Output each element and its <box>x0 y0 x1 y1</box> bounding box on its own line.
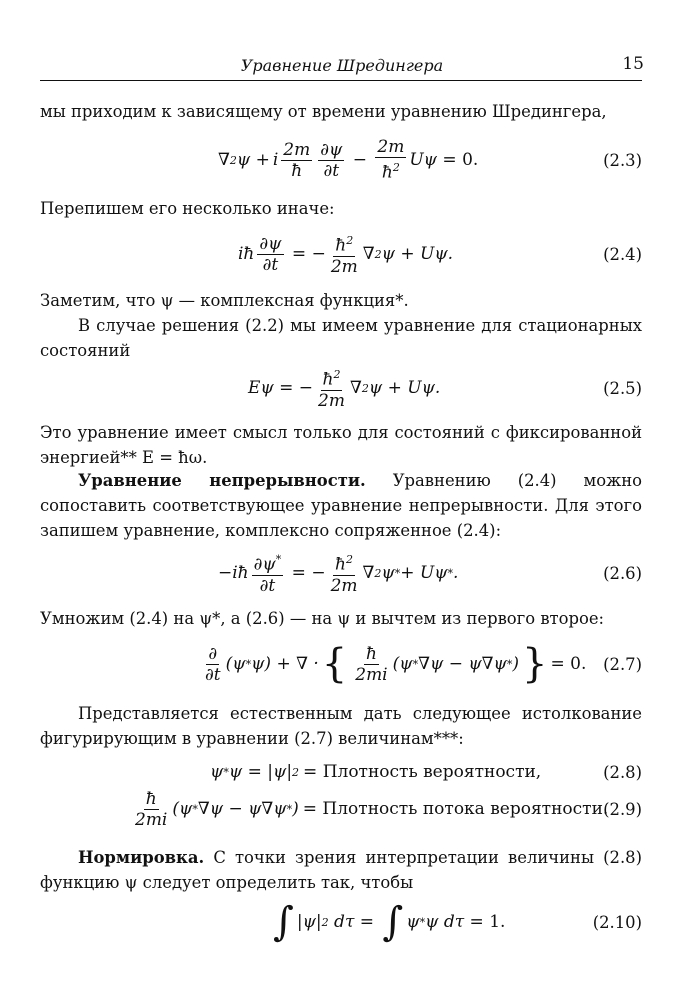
paragraph-complex-note: Заметим, что ψ — комплексная функция*. <box>40 291 409 310</box>
paragraph-stationary: В случае решения (2.2) мы имеем уравнение для стационарных состояний <box>40 316 642 360</box>
paragraph-intro: мы приходим к зависящему от времени уравнению Шредингера, <box>40 102 607 121</box>
page-header-title: Уравнение Шредингера <box>240 56 444 75</box>
heading-normalization: Нормировка. <box>78 848 205 867</box>
probability-density-label: = Плотность вероятности, <box>303 762 542 782</box>
equation-2-9: $\frac{ħ}{2mi}$ (ψ * ∇ψ − ψ∇ψ * ) = Плотность потока вероятности. (2.9) <box>40 784 642 834</box>
paragraph-rewrite: Перепишем его несколько иначе: <box>40 199 335 218</box>
normalization-text: С точки зрения интерпретации величины (2.8) функцию ψ следует определить так, чтобы <box>40 848 642 892</box>
paragraph-multiply: Умножим (2.4) на ψ*, а (2.6) — на ψ и вычтем из первого второе: <box>40 609 605 628</box>
header-rule <box>40 80 642 81</box>
page-number: 15 <box>622 54 644 74</box>
equation-2-7: $\frac{\partial}{\partial t}$ (ψ * ψ) + ∇ · { $\frac{ħ}{2mi}$ (ψ * ∇ψ − ψ∇ψ * ) } = 0. (2.7) <box>40 634 642 694</box>
equation-2-5: Eψ = − $\frac{ħ^2}{2m}$ ∇ 2 ψ + Uψ. (2.5) <box>40 358 642 418</box>
equation-number-2-6: (2.6) <box>603 563 642 583</box>
equation-2-10: ∫ | ψ | 2 dτ = ∫ ψ * ψ dτ = 1. (2.10) <box>40 894 642 950</box>
equation-number-2-4: (2.4) <box>603 244 642 264</box>
equation-number-2-10: (2.10) <box>592 912 642 932</box>
equation-number-2-7: (2.7) <box>603 654 642 674</box>
paragraph-continuity <box>40 468 642 543</box>
equation-2-3: ∇ 2 ψ + i $\frac{2m}{ħ}$ $\frac{\partial\psi}{\partial t}$ − $\frac{2m}{ħ^2}$ Uψ = 0. (2.3) <box>40 130 642 190</box>
continuity-text: Уравнению (2.4) можно сопоставить соответствующее уравнение непрерывности. Для этого запишем уравнение, комплексно сопряженное (2.4): <box>40 471 642 540</box>
paragraph-normalization <box>40 845 642 895</box>
equation-2-6: −iħ $\frac{\partial\psi^*}{\partial t}$ = − $\frac{ħ^2}{2m}$ ∇ 2 ψ * + Uψ * . (2.6) <box>40 543 642 603</box>
equation-2-8: ψ * ψ = | ψ | 2 = Плотность вероятности, (2.8) <box>40 750 642 794</box>
equation-number-2-8: (2.8) <box>603 762 642 782</box>
equation-number-2-9: (2.9) <box>603 799 642 819</box>
heading-continuity: Уравнение непрерывности. <box>78 471 366 490</box>
equation-number-2-5: (2.5) <box>603 378 642 398</box>
paragraph-interpretation: Представляется естественным дать следующее истолкование фигурирующим в уравнении (2.7) величинам***: <box>40 704 642 748</box>
equation-number-2-3: (2.3) <box>603 150 642 170</box>
probability-flux-label: = Плотность потока вероятности. <box>302 799 609 819</box>
paragraph-energy: Это уравнение имеет смысл только для состояний с фиксированной энергией** E = ħω. <box>40 423 642 467</box>
equation-2-4: iħ $\frac{\partial\psi}{\partial t}$ = − $\frac{ħ^2}{2m}$ ∇ 2 ψ + Uψ. (2.4) <box>40 224 642 284</box>
